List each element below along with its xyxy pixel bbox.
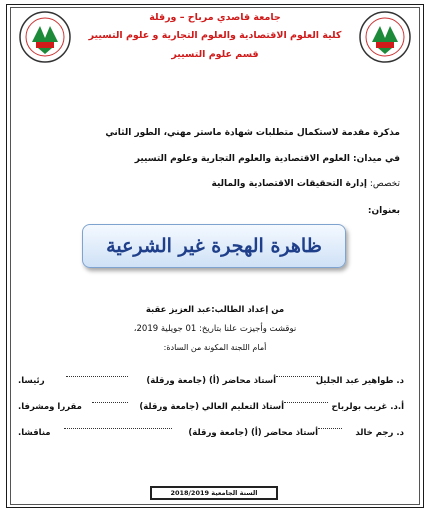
committee-intro: أمام اللجنة المكونة من السادة: xyxy=(163,343,267,352)
member-name: د. طواهير عبد الجليل xyxy=(315,376,404,386)
dotted-leader xyxy=(284,402,328,403)
thesis-title: ظاهرة الهجرة غير الشرعية xyxy=(82,224,346,268)
committee-row xyxy=(18,402,404,416)
field-line: في ميدان: العلوم الاقتصادية والعلوم التجارية وعلوم التسيير xyxy=(134,154,400,164)
dotted-leader xyxy=(92,402,128,403)
memo-statement: مذكرة مقدمة لاستكمال متطلبات شهادة ماستر مهني، الطور الثاني xyxy=(105,128,400,138)
dotted-leader xyxy=(318,428,342,429)
specialty-label: تخصص: xyxy=(369,179,400,189)
member-role: رئيسا. xyxy=(18,376,45,386)
academic-year: السنة الجامعية 2018/2019 xyxy=(150,486,278,500)
committee-row xyxy=(18,376,404,390)
member-rank: أستاذ التعليم العالي (جامعة ورقلة) xyxy=(139,402,284,412)
member-role: مناقشا. xyxy=(18,428,51,438)
department-name: قسم علوم التسيير xyxy=(171,49,259,60)
member-name: د. رجم خالد xyxy=(355,428,404,438)
university-name: جامعة قاصدي مرباح – ورقلة xyxy=(149,12,281,23)
committee-row xyxy=(18,428,404,442)
title-label: بعنوان: xyxy=(367,206,400,216)
member-rank: أستاذ محاضر (أ) (جامعة ورقلة) xyxy=(146,376,276,386)
defense-line: نوقشت وأجيزت علنا بتاريخ: 01 جويلية 2019، xyxy=(133,324,297,334)
member-name: أ.د. غريب بولرباح xyxy=(331,402,404,412)
specialty-value: إدارة التحقيقات الاقتصادية والمالية xyxy=(211,179,367,189)
faculty-name: كلية العلوم الاقتصادية والعلوم التجارية و علوم التسيير xyxy=(88,30,342,41)
member-role: مقررا ومشرفا. xyxy=(18,402,82,412)
author-line: من إعداد الطالب:عبد العزيز عقبة xyxy=(145,305,285,315)
dotted-leader xyxy=(276,376,322,377)
member-rank: أستاذ محاضر (أ) (جامعة ورقلة) xyxy=(188,428,318,438)
dotted-leader xyxy=(64,428,172,429)
dotted-leader xyxy=(66,376,128,377)
specialty-line xyxy=(212,179,400,189)
